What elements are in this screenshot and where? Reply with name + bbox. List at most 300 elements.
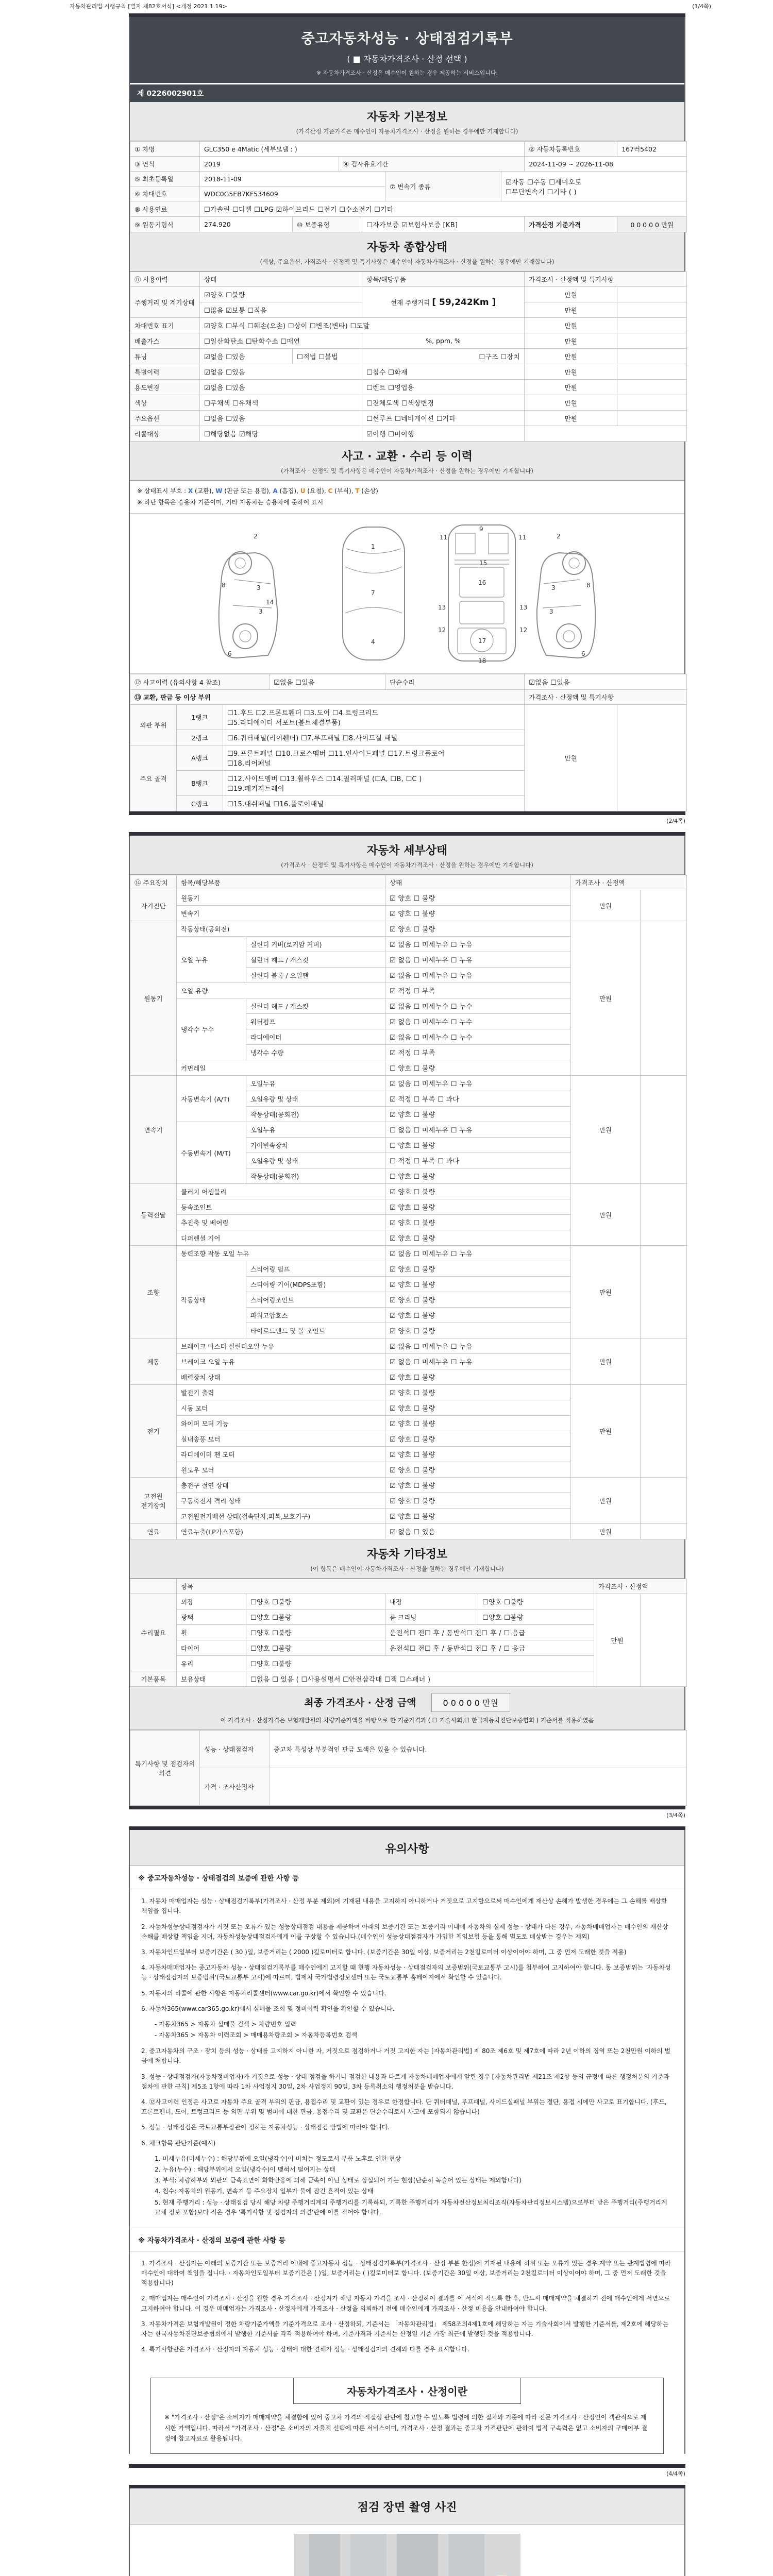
car-damage-diagram [130, 514, 684, 674]
item: 오일유량 및 상태 [246, 1091, 385, 1107]
item: 워터펌프 [246, 1014, 385, 1029]
row-label: 주행거리 및 계기상태 [130, 287, 200, 318]
subgroup-mt: 수동변속기 (M/T) [177, 1122, 246, 1184]
row-label: 튜닝 [130, 349, 200, 364]
simple-repair-label: 단순수리 [385, 674, 525, 690]
item: 오일누유 [246, 1122, 385, 1138]
section-title: 점검 장면 촬영 사진 [357, 2501, 457, 2514]
item: 스티어링 펌프 [246, 1261, 385, 1277]
svg-text:14: 14 [266, 599, 274, 606]
row-label: 용도변경 [130, 380, 200, 395]
price-cell: 만원 [525, 333, 617, 349]
field-label: ⑥ 차대번호 [130, 187, 200, 201]
state: ☑ 없음 ☐ 미세누수 ☐ 누수 [385, 998, 571, 1014]
rank1-items [223, 705, 525, 730]
page-marker-4: (4/4쪽) [666, 2470, 685, 2477]
price-cell: 만원 [571, 890, 641, 921]
price-cell: 만원 [525, 364, 617, 380]
price-cell: 만원 [594, 1594, 641, 1687]
field-label: ① 차명 [130, 142, 200, 157]
tuning-state-1: ☑없음 ☐있음 [200, 349, 293, 364]
usage-change-state: ☑없음 ☐있음 [200, 380, 362, 395]
state: ☑ 양호 ☐ 불량 [385, 1107, 571, 1122]
group-electric: 전기 [130, 1385, 177, 1478]
item: 커먼레일 [177, 1060, 385, 1076]
item: 휠 [177, 1625, 246, 1640]
group-fuel: 연료 [130, 1524, 177, 1539]
field-label: ⑨ 원동기형식 [130, 217, 200, 232]
item: 원동기 [177, 890, 385, 906]
price-cell: 만원 [571, 1524, 641, 1539]
notice-body-1 [130, 1889, 684, 2228]
state-code-legend [130, 481, 684, 514]
code-x-desc: (교환), [193, 487, 216, 495]
notice-item: 4. 특기사항란은 가격조사 · 산정자의 자동차 성능 · 상태에 대한 견해가 성능 · 상태점검자의 견해와 다를 경우 표시합니다. [141, 2346, 469, 2353]
page3-bottom-bar [129, 2464, 685, 2468]
inspector-label: 성능 · 상태점검자 [200, 1731, 270, 1768]
blank-cell [617, 349, 687, 364]
blank-cell [617, 302, 687, 318]
rank1-line2: ☐5.라디에이터 서포트(볼트체결부품) [227, 719, 341, 727]
blank-cell [617, 287, 687, 302]
subgroup-oil-leak: 오일 누유 [177, 937, 246, 983]
notice-item: 4. 자동차매매업자는 중고자동차 성능 · 상태점검기록부를 매수인에게 고지할 때 현행 자동차성능 · 상태점검자의 보증범위(국토교통부 고시)를 첨부하여 고지하여야 합니다. 동 보증범위는 '자동차성능 · 상태점검자의 보증범위'(국토교통부 고시)에 따르며, 법제처 국가법령정보센터 또는 국토교통부 홈페이지에서 확인할 수 있습니다. [141, 1964, 671, 1981]
rankA-label: A랭크 [177, 745, 223, 771]
svg-text:13: 13 [438, 604, 446, 612]
code-w-desc: (판금 또는 용접), [222, 487, 273, 495]
rankB-line2: ☐19.패키지트레이 [227, 785, 284, 793]
inspection-period-value: 2024-11-09 ~ 2026-11-08 [525, 157, 687, 172]
item: 와이퍼 모터 기능 [177, 1416, 385, 1431]
state: ☐양호 ☐불량 [246, 1594, 385, 1609]
state: ☑ 양호 ☐ 불량 [385, 1431, 571, 1447]
code-c-desc: (부식), [332, 487, 356, 495]
field-label: ⑧ 사용연료 [130, 201, 200, 217]
color-state: ☐무채색 ☐유채색 [200, 395, 362, 411]
transmission-options-1: ☑자동 ☐수동 ☐세미오토 [506, 178, 582, 187]
state: ☑ 없음 ☐ 있음 [385, 1524, 571, 1539]
svg-text:3: 3 [549, 608, 553, 616]
recall-state: ☐해당없음 ☑해당 [200, 426, 362, 442]
state: ☐ 양호 ☐ 불량 [385, 1060, 571, 1076]
row-label: 주요옵션 [130, 411, 200, 426]
field-label: ④ 검사유효기간 [339, 157, 525, 172]
notice-item: 2. 중고자동차의 구조 · 장치 등의 성능 · 상태를 고지하지 아니한 자, 거짓으로 점검하거나 거짓 고지한 자는 [자동차관리법] 제 80조 제6호 및 제7호에 따라 2년 이하의 징역 또는 2천만원 이하의 벌금에 처합니다. [141, 2047, 671, 2065]
definition-box-text: ※ "가격조사 · 산정"은 소비자가 매매계약을 체결함에 있어 중고차 가격의 적절성 판단에 참고할 수 있도록 법령에 의한 절차와 기준에 따라 전문 가격조사 · 산정인이 객관적으로 제시한 가액입니다. 따라서 "가격조사 · 산정"은 소비자의 자율적 선택에 따른 서비스이며, 가격조사 · 산정 결과는 중고차 가격판단에 관하여 법적 구속력은 없고 소비자의 구매여부 결정에 참고자료로 활용됩니다. [164, 2414, 648, 2443]
item: 타이어 [177, 1640, 246, 1656]
state: ☑ 양호 ☐ 불량 [385, 1462, 571, 1478]
state: ☑ 양호 ☐ 불량 [385, 1493, 571, 1509]
transmission-checkbox-group [501, 172, 687, 201]
item: 내장 [385, 1594, 478, 1609]
overall-state-table [130, 272, 687, 442]
recall-item: ☑이행 ☐미이행 [362, 426, 525, 442]
svg-text:13: 13 [519, 604, 528, 612]
state: ☑ 양호 ☐ 불량 [385, 906, 571, 921]
notice-item: 3. 자동차인도일부터 보증기간은 ( 30 )일, 보증거리는 ( 2000 )킬로미터로 합니다. (보증기간은 30일 이상, 보증거리는 2천킬로미터 이상이어야 하며, 그 중 먼저 도래한 것을 적용) [141, 1948, 627, 1956]
exchange-header: ⑬ 교환, 판금 등 이상 부위 [130, 690, 525, 705]
special-history-state: ☑없음 ☐있음 [200, 364, 362, 380]
field-label: ⑩ 보증유형 [293, 217, 362, 232]
state: ☑ 양호 ☐ 불량 [385, 1509, 571, 1524]
state: ☑ 양호 ☐ 불량 [385, 1447, 571, 1462]
code-t-desc: (손상) [359, 487, 378, 495]
price-header: 가격조사 · 산정액 및 특기사항 [525, 690, 687, 705]
item: 브레이크 오일 누유 [177, 1354, 385, 1369]
page2-top-bar [129, 832, 685, 836]
tuning-state-2: ☐적법 ☐불법 [293, 349, 362, 364]
state: ☐ 적정 ☐ 부족 ☐ 과다 [385, 1153, 571, 1168]
inspection-photo-front [294, 2534, 520, 2576]
svg-text:4: 4 [371, 638, 375, 646]
notice-item: 2. 매매업자는 매수인이 가격조사 · 산정을 원할 경우 가격조사 · 산정자가 해당 자동차 가격을 조사 · 산정하여 결과를 이 서식에 적도록 한 후, 반드시 매매계약을 체결하기 전에 매수인에게 서면으로 고지하여야 합니다. 이 경우 매매업자는 가격조사 · 산정자에게 가격조사 · 산정을 의뢰하기 전에 매수인에게 가격조사 · 산정 비용을 안내하여야 합니다. [141, 2295, 670, 2312]
state: ☑ 없음 ☐ 미세누수 ☐ 누수 [385, 1029, 571, 1045]
blank-cell [617, 411, 687, 426]
remarks-table [130, 1730, 687, 1806]
page4-top-bar [129, 2485, 685, 2488]
emission-values: %, ppm, % [362, 333, 525, 349]
price-cell: 만원 [525, 287, 617, 302]
state: ☐ 양호 ☐ 불량 [385, 1138, 571, 1153]
mileage-state-2: ☐많음 ☑보통 ☐적음 [200, 302, 362, 318]
state: ☑ 양호 ☐ 불량 [385, 1277, 571, 1292]
outer-panel-label: 외판 부위 [130, 705, 177, 745]
svg-text:17: 17 [478, 637, 486, 645]
page2 [129, 836, 685, 1806]
code-u-desc: (요철), [305, 487, 328, 495]
item: 클러치 어셈블리 [177, 1184, 385, 1199]
row-label: 배출가스 [130, 333, 200, 349]
page3 [129, 1830, 685, 2453]
rankB-label: B랭크 [177, 771, 223, 796]
state: ☑ 없음 ☐ 미세누유 ☐ 누유 [385, 968, 571, 983]
accident-history-label: ⑫ 사고이력 (유의사항 4 참조) [130, 674, 270, 690]
item: 라디에이터 팬 모터 [177, 1447, 385, 1462]
state: ☑ 양호 ☐ 불량 [385, 890, 571, 906]
blank-cell [617, 705, 687, 811]
state: ☑ 적정 ☐ 부족 ☐ 과다 [385, 1091, 571, 1107]
svg-text:9: 9 [479, 526, 483, 533]
code-a-desc: (흠집), [277, 487, 300, 495]
item: 실린더 커버(로커암 커버) [246, 937, 385, 952]
state: ☐양호 ☐불량 [478, 1609, 594, 1625]
item: 시동 모터 [177, 1400, 385, 1416]
state: ☑ 없음 ☐ 미세누수 ☐ 누수 [385, 1014, 571, 1029]
state: ☑ 적정 ☐ 부족 [385, 1045, 571, 1060]
notice-subheading-1: ※ 중고자동차성능 · 상태점검의 보증에 관한 사항 등 [130, 1866, 684, 1889]
item: 스티어링 기어(MDPS포함) [246, 1277, 385, 1292]
mileage-prefix: 현재 주행거리 [390, 298, 430, 307]
notice-subitem: 5. 현재 주행거리 : 성능 · 상태점검 당시 해당 차량 주행거리계의 주행거리를 기록하되, 기록한 주행거리가 자동차전산정보처리조직(자동차관리정보시스템)으로부터 받은 주행거리(주행거리계 교체 정보 포함)보다 적은 경우 '특기사항 및 점검자의 의견'란에 이를 적어야 합니다. [155, 2198, 667, 2216]
svg-text:1: 1 [371, 543, 375, 551]
section-other-info [130, 1539, 684, 1579]
item: 보유상태 [177, 1671, 246, 1687]
basic-items-state: ☐없음 ☐ 있음 ( ☐사용설명서 ☐안전삼각대 ☐잭 ☐스패너 ) [246, 1671, 594, 1687]
price-cell: 만원 [525, 705, 617, 811]
code-c: C [328, 487, 333, 495]
state: ☑ 양호 ☐ 불량 [385, 1292, 571, 1308]
item: 파워고압호스 [246, 1308, 385, 1323]
item: 작동상태(공회전) [177, 921, 385, 937]
column-header: 항목/해당부품 [177, 875, 385, 890]
blank-cell [617, 333, 687, 349]
rank1-label: 1랭크 [177, 705, 223, 730]
svg-text:3: 3 [551, 584, 556, 592]
inspector-remark-text: 중고차 특성상 부분적인 판금 도색은 있을 수 있습니다. [270, 1731, 687, 1768]
item: 실린더 헤드 / 개스킷 [246, 952, 385, 968]
price-cell: 만원 [525, 318, 617, 333]
notice-body-2 [130, 2251, 684, 2370]
rankA-line1: ☐9.프론트패널 ☐10.크로스멤버 ☐11.인사이드패널 ☐17.트렁크플로어 [227, 750, 445, 758]
price-cell: 만원 [525, 349, 617, 364]
page1-top-bar [129, 13, 685, 17]
column-header: 가격조사 · 산정액 [571, 875, 687, 890]
item: 충전구 절연 상태 [177, 1478, 385, 1493]
price-cell: 만원 [525, 380, 617, 395]
state: ☑ 양호 ☐ 불량 [385, 1308, 571, 1323]
rankA-line2: ☐18.리어패널 [227, 760, 271, 768]
car-top-view [343, 527, 405, 660]
item: 작동상태(공회전) [246, 1168, 385, 1184]
blank-cell [641, 921, 687, 1076]
blank-cell [617, 395, 687, 411]
item: 오일유량 및 상태 [246, 1153, 385, 1168]
group-repair-needed: 수리필요 [130, 1594, 177, 1671]
item: 냉각수 수량 [246, 1045, 385, 1060]
blank-header [130, 1579, 177, 1594]
item: 디퍼렌셜 기어 [177, 1230, 385, 1246]
notice-subitem: - 자동차365 > 자동차 이력조회 > 매매용차량조회 > 자동차등록번호 검색 [155, 2031, 358, 2039]
item: 작동상태(공회전) [246, 1107, 385, 1122]
notice-item: 1. 가격조사 · 산정자는 아래의 보증기간 또는 보증거리 이내에 중고자동차 성능 · 상태점검기록부(가격조사 · 산정 부분 한정)에 기재된 내용에 허위 또는 오류가 있는 경우 계약 또는 관계법령에 따라 매수인에 대하여 책임을 집니다. · 자동차인도일부터 보증기간은 ( )일, 보증거리는 ( )킬로미터로 합니다. (보증기간은 30일 이상, 보증거리는 2천킬로미터 이상이어야 하며, 그 중 먼저 도래한 것을 적용합니다) [141, 2259, 671, 2287]
blank-cell [617, 364, 687, 380]
row-label: 특별이력 [130, 364, 200, 380]
svg-text:11: 11 [518, 534, 527, 541]
price-cell: 만원 [571, 1338, 641, 1385]
svg-text:8: 8 [586, 582, 591, 589]
section-title: 유의사항 [385, 1843, 429, 1856]
state: ☑ 없음 ☐ 미세누유 ☐ 누유 [385, 1076, 571, 1091]
svg-text:18: 18 [478, 657, 486, 665]
item: 구동축전지 격리 상태 [177, 1493, 385, 1509]
blank-cell [641, 1184, 687, 1246]
svg-text:6: 6 [581, 650, 585, 658]
page-marker-3: (3/4쪽) [666, 1812, 685, 1819]
price-cell: 만원 [525, 395, 617, 411]
final-price-note: 이 가격조사 · 산정가격은 보험개발원의 차량기준가액을 바탕으로 한 기준가격과 ( ☐ 기술사회,☐ 한국자동차진단보증협회 ) 기준서를 적용하였음 [220, 1717, 594, 1724]
section-title: 사고 · 교환 · 수리 등 이력 [342, 450, 473, 463]
notice-item: 6. 자동차365(www.car365.go.kr)에서 실매물 조회 및 정비이력 확인을 확인할 수 있습니다. [141, 2005, 395, 2012]
code-x: X [188, 487, 193, 495]
notice-item: 1. 자동차 매매업자는 성능 · 상태점검기록부(가격조사 · 산정 부분 제외)에 기재된 내용을 고지하지 아니하거나 거짓으로 고지함으로써 매수인에게 재산상 손해가 발생한 경우에는 그 손해를 배상할 책임을 집니다. [141, 1897, 667, 1915]
usage-change-item: ☐렌트 ☐영업용 [362, 380, 525, 395]
item: 타이로드엔드 및 볼 조인트 [246, 1323, 385, 1338]
blank-cell [641, 1076, 687, 1184]
state: ☑ 적정 ☐ 부족 [385, 983, 571, 998]
vin-state-checkbox-group: ☑양호 ☐부식 ☐훼손(오손) ☐상이 ☐변조(변타) ☐도말 [200, 318, 525, 333]
state: ☑ 없음 ☐ 미세누유 ☐ 누유 [385, 1246, 571, 1261]
rank2-items: ☐6.쿼터패널(리어휀더) ☐7.루프패널 ☐8.사이드실 패널 [223, 730, 525, 745]
main-option-state: ☐없음 ☐있음 [200, 411, 362, 426]
state: ☑ 양호 ☐ 불량 [385, 1215, 571, 1230]
item: 고전원전기배선 상태(접속단자,피복,보호기구) [177, 1509, 385, 1524]
accident-history-table [130, 674, 687, 811]
notice-item: 2. 자동차성능상태점검자가 거짓 또는 오류가 있는 성능상태점검 내용을 제공하여 아래의 보증기간 또는 보증거리 이내에 자동차의 실제 성능 · 상태가 다른 경우, 자동차매매업자는 매수인의 재산상 손해를 배상할 책임을 지며, 자동차성능상태점검자에게 이를 구상할 수 있습니다.(매수인이 성능상태점검자가 가입한 책임보험 등을 통해 별도로 배상받는 경우는 제외) [141, 1923, 668, 1940]
tuning-item: ☐구조 ☐장치 [362, 349, 525, 364]
appraiser-remark-text [270, 1768, 687, 1806]
state: ☑ 양호 ☐ 불량 [385, 1416, 571, 1431]
field-label: ② 자동차등록번호 [525, 142, 617, 157]
item: 라디에이터 [246, 1029, 385, 1045]
svg-text:6: 6 [228, 650, 232, 658]
item: 오일 유량 [177, 983, 385, 998]
state: ☐양호 ☐불량 [478, 1594, 594, 1609]
notice-subitem: 1. 미세누유(미세누수) : 해당부위에 오일(냉각수)이 비치는 정도로서 부품 노후로 인한 현상 [155, 2155, 401, 2162]
state: ☑ 양호 ☐ 불량 [385, 1199, 571, 1215]
group-brake: 제동 [130, 1338, 177, 1385]
page4 [129, 2488, 685, 2576]
final-price-label: 최종 가격조사 · 산정 금액 [304, 1697, 416, 1709]
subgroup-at: 자동변속기 (A/T) [177, 1076, 246, 1122]
engine-type-value: 274.920 [200, 217, 293, 232]
page-marker-1: (1/4쪽) [692, 3, 711, 10]
fuel-checkbox-group: ☐가솔린 ☐디젤 ☐LPG ☑하이브리드 ☐전기 ☐수소전기 ☐기타 [200, 201, 687, 217]
column-header: 상태 [200, 272, 362, 287]
item: 오일누유 [246, 1076, 385, 1091]
state: ☑ 없음 ☐ 미세누유 ☐ 누유 [385, 952, 571, 968]
page2-bottom-bar [129, 1806, 685, 1809]
document-header [130, 17, 684, 83]
group-transmission: 변속기 [130, 1076, 177, 1184]
code-a: A [273, 487, 278, 495]
section-notice [130, 1830, 684, 1866]
basic-info-table [130, 141, 687, 232]
state: ☑ 양호 ☐ 불량 [385, 1323, 571, 1338]
field-label: ⑤ 최초등록일 [130, 172, 200, 187]
state: ☑ 양호 ☐ 불량 [385, 1400, 571, 1416]
item: 발전기 출력 [177, 1385, 385, 1400]
state: ☐양호 ☐불량 [246, 1625, 385, 1640]
item: 광택 [177, 1609, 246, 1625]
state: ☑ 양호 ☐ 불량 [385, 1369, 571, 1385]
item: 스티어링조인트 [246, 1292, 385, 1308]
accident-history-state: ☑없음 ☐있음 [270, 674, 385, 690]
price-cell: 만원 [571, 1076, 641, 1184]
special-history-item: ☐침수 ☐화재 [362, 364, 525, 380]
item: 실린더 블록 / 오일팬 [246, 968, 385, 983]
section-detail-state [130, 836, 684, 875]
price-cell: 만원 [571, 1246, 641, 1338]
rankB-line1: ☐12.사이드멤버 ☐13.휠하우스 ☐14.필러패널 (☐A, ☐B, ☐C ) [227, 775, 422, 784]
mileage-state-1: ☑양호 ☐불량 [200, 287, 362, 302]
group-basic-items: 기본품목 [130, 1671, 177, 1687]
field-label: ⑦ 변속기 종류 [385, 172, 501, 201]
detail-state-table [130, 875, 687, 1539]
section-title: 자동차 세부상태 [366, 844, 448, 858]
notice-subitem: 3. 부식: 차량하부와 외판의 금속표면이 화학반응에 의해 금속이 아닌 상태로 상실되어 가는 현상(단순히 녹슬어 있는 상태는 제외합니다) [155, 2177, 522, 2184]
notice-subitem: - 자동차365 > 자동차 실매물 검색 > 차량번호 입력 [155, 2020, 296, 2028]
appraiser-label: 가격 · 조사산정자 [200, 1768, 270, 1806]
svg-text:2: 2 [254, 533, 258, 540]
column-header: 상태 [385, 875, 571, 890]
car-side-right [537, 533, 595, 658]
price-cell: 만원 [525, 302, 617, 318]
column-header: 가격조사 · 산정액 및 특기사항 [525, 272, 687, 287]
legend-note-2: ※ 하단 항목은 승용차 기준이며, 기타 자동차는 승용차에 준하여 표시 [137, 498, 324, 506]
page1 [129, 17, 685, 811]
page-title: 중고자동차성능 · 상태점검기록부 [301, 31, 513, 47]
tire-positions: 운전석☐ 전☐ 후 / 동반석☐ 전☐ 후 / ☐ 응급 [385, 1640, 594, 1656]
mileage-value: [ 59,242Km ] [432, 297, 496, 308]
rank2-label: 2랭크 [177, 730, 223, 745]
section-basic-info [130, 102, 684, 141]
warranty-checkbox-group: ☐자가보증 ☑보험사보증 [KB] [362, 217, 525, 232]
field-label: ③ 연식 [130, 157, 200, 172]
section-overall-state [130, 232, 684, 272]
final-price-band [130, 1687, 684, 1730]
section-photos [130, 2488, 684, 2524]
code-t: T [355, 487, 360, 495]
price-cell: 만원 [525, 411, 617, 426]
notice-subitem: 4. 침수: 자동차의 원동기, 변속기 등 주요장치 일부가 물에 잠긴 흔적이 있는 상태 [155, 2188, 374, 2195]
group-powertrain: 동력전달 [130, 1184, 177, 1246]
item: 변속기 [177, 906, 385, 921]
price-cell: 만원 [571, 921, 641, 1076]
blank-cell [617, 380, 687, 395]
state: ☑ 없음 ☐ 미세누유 ☐ 누유 [385, 1354, 571, 1369]
row-label: 차대번호 표기 [130, 318, 200, 333]
section-title: 자동차 종합상태 [366, 241, 448, 254]
blank-cell [641, 1524, 687, 1539]
item: 외장 [177, 1594, 246, 1609]
row-label: 리콜대상 [130, 426, 200, 442]
current-mileage [362, 287, 525, 318]
column-header: ⑭ 주요장치 [130, 875, 177, 890]
svg-text:11: 11 [440, 534, 448, 541]
code-u: U [300, 487, 306, 495]
emission-checkbox-group: ☐일산화탄소 ☐탄화수소 ☐매연 [200, 333, 362, 349]
page-subtitle: ( ■ 자동차가격조사 · 산정 선택 ) [347, 54, 467, 64]
state: ☑ 양호 ☐ 불량 [385, 921, 571, 937]
wheel-positions: 운전석☐ 전☐ 후 / 동반석☐ 전☐ 후 / ☐ 응급 [385, 1625, 594, 1640]
transmission-options-2: ☐무단변속기 ☐기타 ( ) [506, 188, 577, 196]
state: ☑ 양호 ☐ 불량 [385, 1184, 571, 1199]
svg-text:2: 2 [557, 533, 561, 540]
notice-subheading-2: ※ 자동차가격조사 · 산정의 보증에 관한 사항 등 [130, 2228, 684, 2251]
blank-cell [641, 1594, 687, 1687]
section-accident-history [130, 442, 684, 481]
document-sheet [129, 13, 685, 2576]
vin-value: WDC0G5EB7KF534609 [200, 187, 385, 201]
notice-item: 4. ⑫사고이력 인정은 사고로 자동차 주요 골격 부위의 판금, 용접수리 및 교환이 있는 경우로 한정합니다. 단 쿼터패널, 루프패널, 사이드실패널 부위는 절단, 용접 시에만 사고로 표기합니다. (후드, 프론트펜더, 도어, 트렁크리드 등 외판 부위 및 범퍼에 대한 판금, 용접수리 및 교환은 단순수리로서 사고에 포함되지 않습니다) [141, 2098, 667, 2116]
rankC-label: C랭크 [177, 796, 223, 811]
item: 연료누출(LP가스포함) [177, 1524, 385, 1539]
state: ☑ 양호 ☐ 불량 [385, 1385, 571, 1400]
state: ☐양호 ☐불량 [246, 1609, 385, 1625]
notice-item: 5. 자동차의 리콜에 관한 사항은 자동차리콜센터(www.car.go.kr)에서 확인할 수 있습니다. [141, 1989, 386, 1997]
rank1-line1: ☐1.후드 ☐2.프론트휀더 ☐3.도어 ☐4.트렁크리드 [227, 709, 379, 718]
notice-item: 3. 자동차가격은 보험개발원이 정한 차량기준가액을 기준가격으로 조사 · 산정하되, 기준서는 「자동차관리법」 제58조의4제1호에 해당하는 자는 기술사회에서 발행한 기준서를, 제2호에 해당하는 자는 한국자동차진단보증협회에서 발행한 기준서를 각각 적용하여야 하며, 기준가격과 기준서는 산정일 기준 가장 최근에 발행된 것을 적용합니다. [141, 2320, 669, 2337]
svg-text:8: 8 [222, 582, 226, 589]
state: ☑ 없음 ☐ 미세누유 ☐ 누유 [385, 937, 571, 952]
final-price-amount: 0 0 0 0 0 만원 [431, 1693, 510, 1712]
state: ☐ 없음 ☐ 미세누유 ☐ 누유 [385, 1122, 571, 1138]
reg-no-value: 167러5402 [617, 142, 687, 157]
price-cell: 만원 [571, 1385, 641, 1478]
blank-cell [641, 1478, 687, 1524]
rankA-items [223, 745, 525, 771]
svg-text:15: 15 [479, 560, 488, 567]
